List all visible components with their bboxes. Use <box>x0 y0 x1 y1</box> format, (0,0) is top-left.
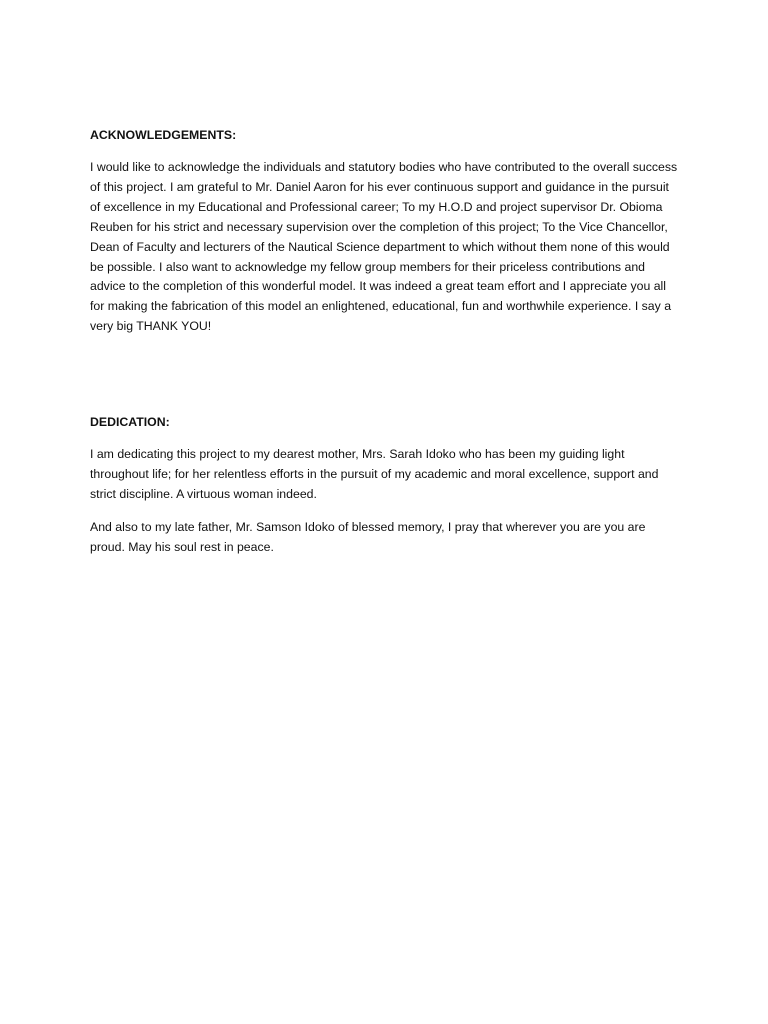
acknowledgements-heading: ACKNOWLEDGEMENTS: <box>90 128 237 142</box>
dedication-heading: DEDICATION: <box>90 415 170 430</box>
acknowledgements-paragraph: I would like to acknowledge the individuals and statutory bodies who have contributed to the overall success of this project. I am grateful to Mr. Daniel Aaron for his ever continuous support and guidance in the pursuit of excellence in my Educational and Professional career; To my H.O.D and project supervisor Dr. Obioma Reuben for his strict and necessary supervision over the completion of this project; To the Vice Chancellor, Dean of Faculty and lecturers of the Nautical Science department to which without them none of this would be possible. I also want to acknowledge my fellow group members for their priceless contributions and advice to the completion of this wonderful model. It was indeed a great team effort and I appreciate you all for making the fabrication of this model an enlightened, educational, fun and worthwhile experience. I say a very big THANK YOU! <box>90 160 678 334</box>
dedication-paragraph-mother: I am dedicating this project to my dearest mother, Mrs. Sarah Idoko who has been my guiding light throughout life; for her relentless efforts in the pursuit of my academic and moral excellence, support and strict discipline. A virtuous woman indeed. <box>90 447 659 501</box>
section-spacer <box>90 350 682 412</box>
document-content <box>90 125 682 571</box>
dedication-paragraph-father: And also to my late father, Mr. Samson Idoko of blessed memory, I pray that wherever you are you are proud. May his soul rest in peace. <box>90 519 646 554</box>
